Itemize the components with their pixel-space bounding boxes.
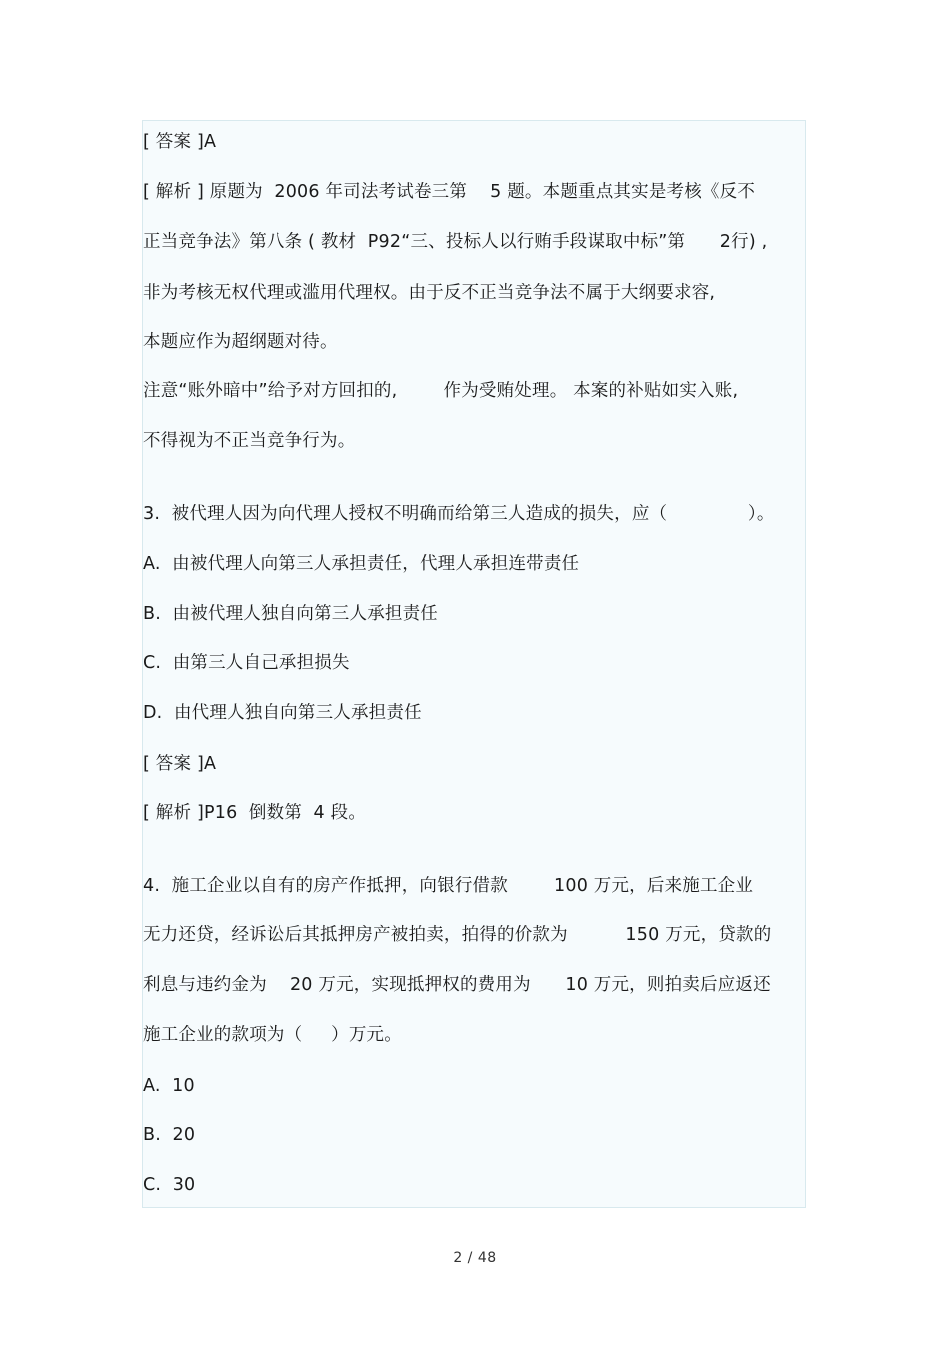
analysis-line: 正当竞争法》第八条 ( 教材 P92“三、投标人以行贿手段谋取中标”第 2行) , [143, 232, 768, 252]
analysis-line: [ 解析 ] 原题为 2006 年司法考试卷三第 5 题。本题重点其实是考核《反不 [143, 182, 756, 202]
option-c: C. 由第三人自己承担损失 [143, 653, 350, 673]
answer-line: [ 答案 ]A [143, 754, 217, 774]
option-d: D. 由代理人独自向第三人承担责任 [143, 703, 422, 723]
analysis-line: 非为考核无权代理或滥用代理权。由于反不正当竞争法不属于大纲要求容, [143, 283, 716, 303]
question-4-cont: 施工企业的款项为（ ）万元。 [143, 1025, 402, 1045]
option-c: C. 30 [143, 1175, 196, 1195]
option-a: A. 由被代理人向第三人承担责任，代理人承担连带责任 [143, 554, 580, 574]
option-a: A. 10 [143, 1076, 195, 1096]
option-b: B. 20 [143, 1125, 196, 1145]
option-b: B. 由被代理人独自向第三人承担责任 [143, 604, 438, 624]
note-line: 不得视为不正当竞争行为。 [143, 431, 356, 451]
question-4-cont: 利息与违约金为 20 万元，实现抵押权的费用为 10 万元，则拍卖后应返还 [143, 975, 771, 995]
answer-line: [ 答案 ]A [143, 132, 217, 152]
page-indicator: 2 / 48 [453, 1250, 497, 1266]
analysis-line: [ 解析 ]P16 倒数第 4 段。 [143, 803, 367, 823]
analysis-line: 本题应作为超纲题对待。 [143, 332, 338, 352]
question-4-cont: 无力还贷，经诉讼后其抵押房产被拍卖，拍得的价款为 150 万元，贷款的 [143, 925, 772, 945]
note-line: 注意“账外暗中”给予对方回扣的, 作为受贿处理。 本案的补贴如实入账, [143, 381, 739, 401]
question-3: 3. 被代理人因为向代理人授权不明确而给第三人造成的损失，应（ ）。 [143, 504, 775, 524]
question-4: 4. 施工企业以自有的房产作抵押，向银行借款 100 万元，后来施工企业 [143, 876, 754, 896]
